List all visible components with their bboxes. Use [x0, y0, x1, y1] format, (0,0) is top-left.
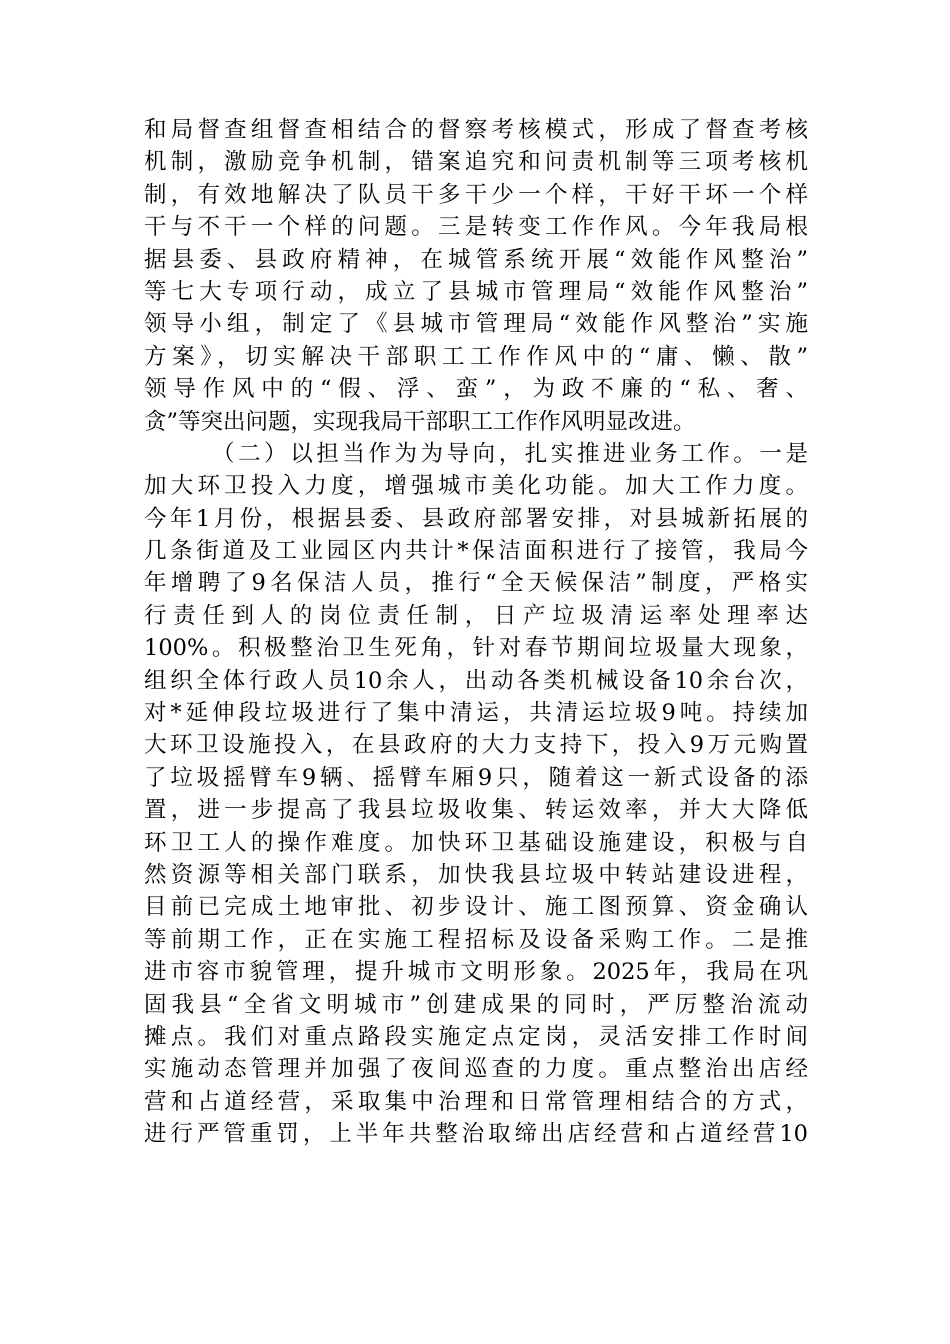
text-line: 置，进一步提高了我县垃圾收集、转运效率，并大大降低 [144, 797, 808, 824]
text-line: 进行严管重罚，上半年共整治取缔出店经营和占道经营10 [144, 1121, 808, 1148]
text-line: 行责任到人的岗位责任制，日产垃圾清运率处理率达 [144, 602, 808, 629]
text-line: （二）以担当作为为导向，扎实推进业务工作。一是 [212, 440, 808, 467]
text-line: 方案》，切实解决干部职工工作作风中的“庸、懒、散” [144, 343, 808, 370]
text-line: 实施动态管理并加强了夜间巡查的力度。重点整治出店经 [144, 1056, 808, 1083]
text-line: 制，有效地解决了队员干多干少一个样，干好干坏一个样 [144, 181, 808, 208]
text-line: 组织全体行政人员10余人，出动各类机械设备10余台次， [144, 667, 808, 694]
text-line: 领导作风中的“假、浮、蛮”，为政不廉的“私、奢、 [144, 376, 808, 403]
text-line: 贪”等突出问题，实现我局干部职工工作作风明显改进。 [144, 408, 696, 435]
text-line: 了垃圾摇臂车9辆、摇臂车厢9只，随着这一新式设备的添 [144, 764, 808, 791]
text-line: 加大环卫投入力度，增强城市美化功能。加大工作力度。 [144, 473, 808, 500]
text-line: 目前已完成土地审批、初步设计、施工图预算、资金确认 [144, 894, 808, 921]
text-line: 等前期工作，正在实施工程招标及设备采购工作。二是推 [144, 926, 808, 953]
text-line: 然资源等相关部门联系，加快我县垃圾中转站建设进程， [144, 861, 808, 888]
text-line: 对*延伸段垃圾进行了集中清运，共清运垃圾9吨。持续加 [144, 700, 808, 727]
text-line: 进市容市貌管理，提升城市文明形象。2025年，我局在巩 [144, 959, 808, 986]
text-line: 机制，激励竞争机制，错案追究和问责机制等三项考核机 [144, 149, 808, 176]
text-line: 环卫工人的操作难度。加快环卫基础设施建设，积极与自 [144, 829, 808, 856]
text-line: 100%。积极整治卫生死角，针对春节期间垃圾量大现象， [144, 635, 808, 662]
text-line: 据县委、县政府精神，在城管系统开展“效能作风整治” [144, 246, 808, 273]
text-line: 和局督查组督查相结合的督察考核模式，形成了督查考核 [144, 117, 808, 143]
text-line: 营和占道经营，采取集中治理和日常管理相结合的方式， [144, 1088, 808, 1115]
text-line: 摊点。我们对重点路段实施定点定岗，灵活安排工作时间 [144, 1023, 808, 1050]
text-line: 等七大专项行动，成立了县城市管理局“效能作风整治” [144, 278, 808, 305]
text-line: 固我县“全省文明城市”创建成果的同时，严厉整治流动 [144, 991, 808, 1018]
text-line: 干与不干一个样的问题。三是转变工作作风。今年我局根 [144, 214, 808, 241]
document-body [144, 114, 808, 1151]
text-line: 大环卫设施投入，在县政府的大力支持下，投入9万元购置 [144, 732, 808, 759]
text-line: 今年1月份，根据县委、县政府部署安排，对县城新拓展的 [144, 505, 808, 532]
text-line: 几条街道及工业园区内共计*保洁面积进行了接管，我局今 [144, 538, 808, 565]
text-line: 领导小组，制定了《县城市管理局“效能作风整治”实施 [144, 311, 808, 338]
text-line: 年增聘了9名保洁人员，推行“全天候保洁”制度，严格实 [144, 570, 808, 597]
